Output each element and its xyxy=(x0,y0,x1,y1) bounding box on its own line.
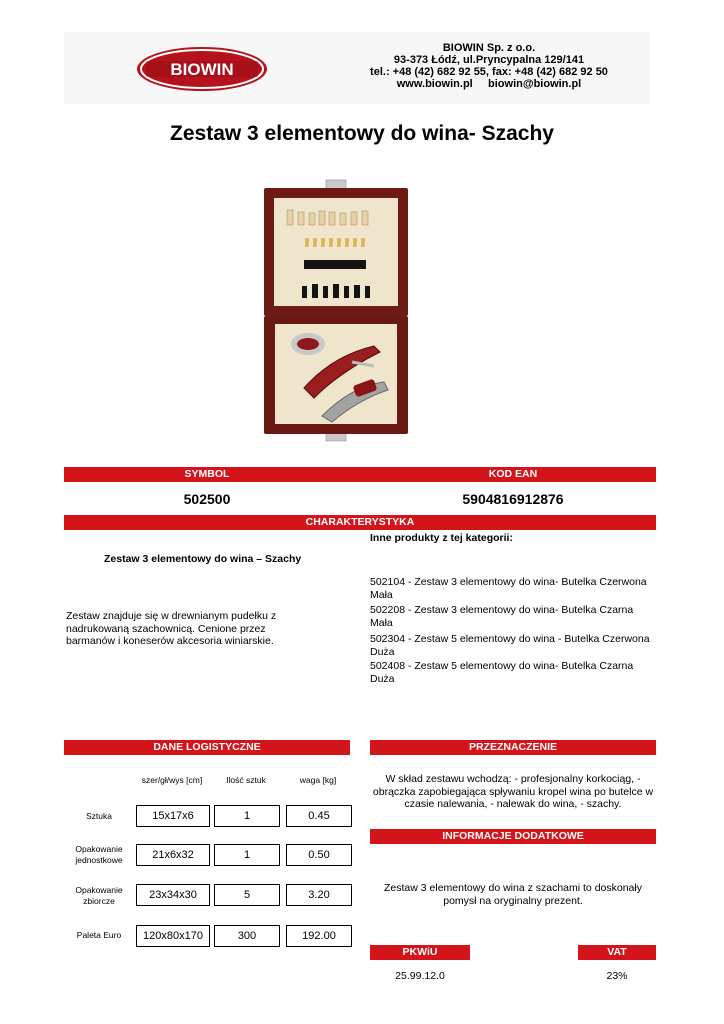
pkwiu-value: 25.99.12.0 xyxy=(395,970,445,982)
purpose-text: W skład zestawu wchodzą: - profesjonalny korkociąg, - obrączka zapobiegająca spływaniu kropel wina po butelce w czasie nalewania, - nalewak do wina, - szachy. xyxy=(372,773,654,810)
additional-info-header: INFORMACJE DODATKOWE xyxy=(370,829,656,844)
company-name: BIOWIN Sp. z o.o. xyxy=(442,42,536,54)
row-label-sztuka: Sztuka xyxy=(86,811,112,821)
cell-dims: 15x17x6 xyxy=(136,805,210,827)
cell-qty: 5 xyxy=(214,884,280,906)
vat-header: VAT xyxy=(578,945,656,960)
symbol-label: SYMBOL xyxy=(184,468,230,480)
company-info xyxy=(330,42,648,90)
company-address: 93-373 Łódź, ul.Pryncypalna 129/141 xyxy=(393,54,585,66)
symbol-ean-header xyxy=(64,467,656,482)
cell-dims: 23x34x30 xyxy=(136,884,210,906)
row-label-euro-pallet: Paleta Euro xyxy=(76,930,122,940)
logistics-header: DANE LOGISTYCZNE xyxy=(64,740,350,755)
cell-qty: 1 xyxy=(214,844,280,866)
row-label-unit-package: Opakowanie jednostkowe xyxy=(75,844,123,865)
page-title: Zestaw 3 elementowy do wina- Szachy xyxy=(170,122,554,145)
additional-info-text: Zestaw 3 elementowy do wina z szachami to doskonały pomysł na oryginalny prezent. xyxy=(384,882,642,907)
biowin-logo xyxy=(136,46,268,92)
cell-dims: 120x80x170 xyxy=(136,925,210,947)
ean-value: 5904816912876 xyxy=(462,491,564,507)
product-name: Zestaw 3 elementowy do wina – Szachy xyxy=(104,553,302,565)
ean-label: KOD EAN xyxy=(488,468,538,480)
company-phone: tel.: +48 (42) 682 92 55, fax: +48 (42) 682 92 50 xyxy=(370,66,608,78)
cell-weight: 3.20 xyxy=(286,884,352,906)
cell-qty: 300 xyxy=(214,925,280,947)
row-label-bulk-package: Opakowanie zbiorcze xyxy=(75,885,123,906)
company-web[interactable]: www.biowin.pl xyxy=(396,78,473,90)
product-image xyxy=(262,176,412,444)
other-product-item-1[interactable]: 502104 - Zestaw 3 elementowy do wina- Butelka Czerwona Mała xyxy=(370,576,647,601)
cell-weight: 192.00 xyxy=(286,925,352,947)
product-description: Zestaw znajduje się w drewnianym pudełku z nadrukowaną szachownicą. Cenione przez barmanów i koneserów akcesoria winiarskie. xyxy=(66,610,277,647)
other-products-label: Inne produkty z tej kategorii: xyxy=(370,532,513,544)
cell-weight: 0.45 xyxy=(286,805,352,827)
cell-qty: 1 xyxy=(214,805,280,827)
company-email[interactable]: biowin@biowin.pl xyxy=(488,78,582,90)
other-product-item-3[interactable]: 502304 - Zestaw 5 elementowy do wina - Butelka Czerwona Duża xyxy=(370,633,650,658)
characteristics-header: CHARAKTERYSTYKA xyxy=(64,515,656,530)
cell-weight: 0.50 xyxy=(286,844,352,866)
pkwiu-header: PKWiU xyxy=(370,945,470,960)
logo-text: BIOWIN xyxy=(170,60,234,79)
purpose-header: PRZEZNACZENIE xyxy=(370,740,656,755)
cell-dims: 21x6x32 xyxy=(136,844,210,866)
symbol-value: 502500 xyxy=(183,491,231,507)
column-qty: Ilość sztuk xyxy=(226,775,266,785)
other-product-item-2[interactable]: 502208 - Zestaw 3 elementowy do wina- Butelka Czarna Mała xyxy=(370,604,634,629)
column-dims: szer/gł/wys [cm] xyxy=(141,775,203,785)
other-product-item-4[interactable]: 502408 - Zestaw 5 elementowy do wina- Butelka Czarna Duża xyxy=(370,660,634,685)
company-contact xyxy=(330,78,648,90)
column-weight: waga [kg] xyxy=(299,775,337,785)
vat-value: 23% xyxy=(606,970,628,982)
